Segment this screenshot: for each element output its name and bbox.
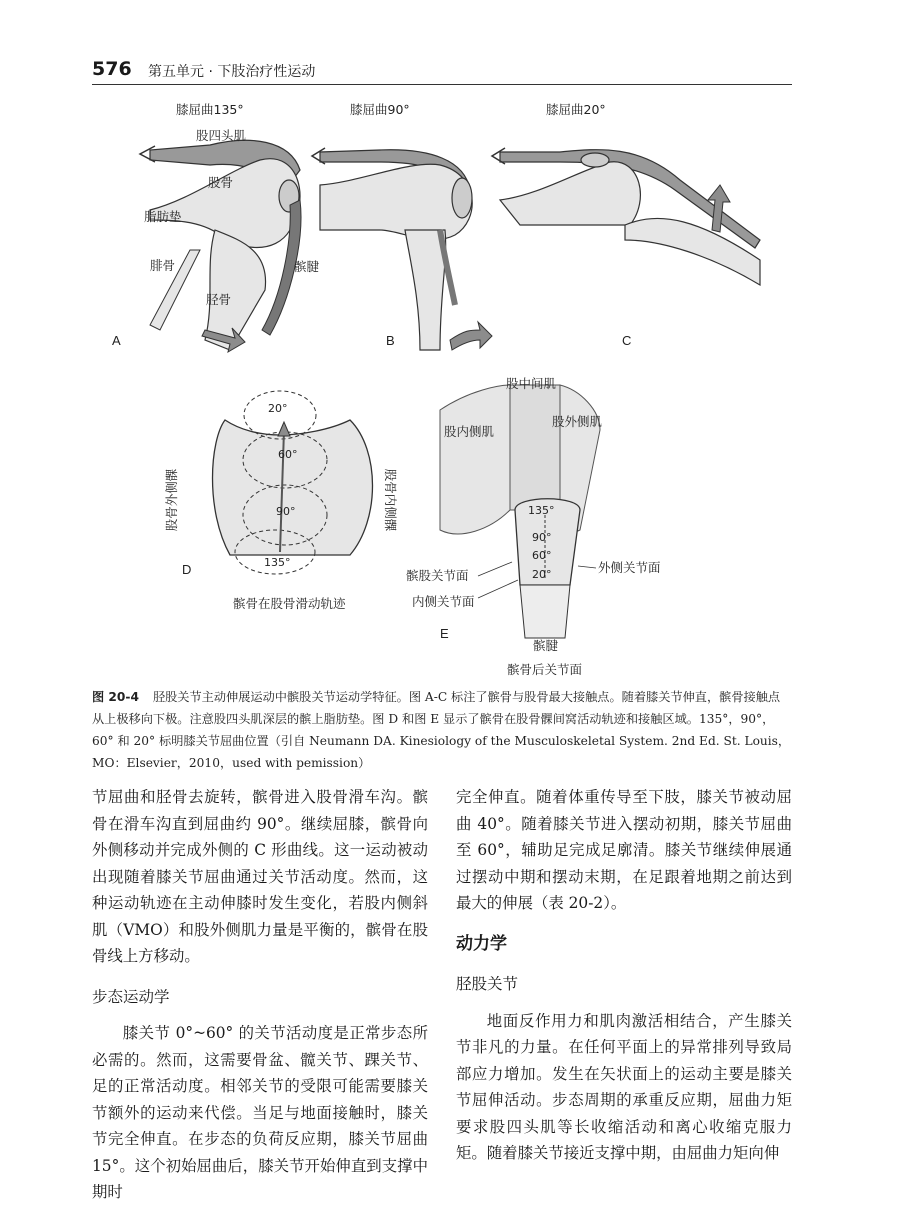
label-patellofemoral-facet: 髌股关节面 bbox=[406, 568, 469, 583]
d-deg-20: 20° bbox=[268, 402, 288, 415]
label-lateral-condyle: 股骨外侧髁 bbox=[164, 468, 179, 532]
label-posterior-surface: 髌骨后关节面 bbox=[507, 662, 583, 677]
panel-letter-e: E bbox=[440, 626, 449, 641]
heading-kinetics: 动力学 bbox=[456, 933, 507, 954]
panel-a bbox=[112, 102, 320, 352]
right-column bbox=[456, 784, 792, 1167]
figure-20-4 bbox=[0, 90, 900, 680]
patellar-tendon-e bbox=[520, 585, 570, 638]
patella-c bbox=[581, 153, 609, 167]
e-deg-90: 90° bbox=[532, 531, 552, 544]
right-paragraph-1: 完全伸直。随着体重传导至下肢，膝关节被动屈曲 40°。随着膝关节进入摆动初期，膝关节屈曲至 60°，辅助足完成足廓清。膝关节继续伸展通过摆动中期和摆动末期，在足跟着地期之前达到最大的伸展（表 20-2）。 bbox=[456, 788, 792, 912]
femur-b bbox=[320, 164, 472, 239]
label-femur: 股骨 bbox=[208, 175, 234, 190]
femur-c bbox=[500, 162, 640, 225]
panel-letter-b: B bbox=[386, 333, 395, 348]
panel-a-title: 膝屈曲135° bbox=[176, 102, 244, 117]
panel-letter-c: C bbox=[622, 333, 632, 348]
caption-text: 胫股关节主动伸展运动中髌股关节运动学特征。图 A-C 标注了髌骨与股骨最大接触点。随着膝关节伸直，髌骨接触点从上极移向下极。注意股四头肌深层的髌上脂肪垫。图 D 和图 E 显示了髌骨在股骨髁间窝活动轨迹和接触区域。135°，90°，60° 和 20° 标明膝关节屈曲位置（引自 Neumann DA. Kinesiology of the Musculoskeletal System. 2nd Ed. St. Louis，MO：Elsevier，2010，used with pemission） bbox=[92, 690, 791, 770]
panel-e bbox=[406, 376, 661, 677]
page-number: 576 bbox=[92, 58, 132, 80]
d-deg-60: 60° bbox=[278, 448, 298, 461]
label-fat-pad: 脂肪垫 bbox=[144, 209, 182, 224]
label-fibula: 腓骨 bbox=[150, 258, 176, 273]
patella-b bbox=[452, 178, 472, 218]
section-title: 第五单元 · 下肢治疗性运动 bbox=[148, 64, 316, 80]
panel-b-title: 膝屈曲90° bbox=[350, 102, 410, 117]
d-deg-135: 135° bbox=[264, 556, 291, 569]
label-tibia: 胫骨 bbox=[206, 292, 232, 307]
heading-tibiofemoral: 胫股关节 bbox=[456, 975, 519, 993]
running-header bbox=[92, 58, 792, 85]
right-paragraph-2: 地面反作用力和肌肉激活相结合，产生膝关节非凡的力量。在任何平面上的异常排列导致局部应力增加。发生在矢状面上的运动主要是膝关节屈伸活动。步态周期的承重反应期，屈曲力矩要求股四头肌等长收缩活动和离心收缩克服力矩。随着膝关节接近支撑中期，由屈曲力矩向伸 bbox=[456, 1011, 792, 1162]
label-medial-condyle: 股骨内侧髁 bbox=[383, 468, 398, 532]
left-paragraph-2: 膝关节 0°~60° 的关节活动度是正常步态所必需的。然而，这需要骨盆、髋关节、踝关节、足的正常活动度。相邻关节的受限可能需要膝关节额外的运动来代偿。当足与地面接触时，膝关节完全伸直。在步态的负荷反应期，膝关节屈曲 15°。这个初始屈曲后，膝关节开始伸直到支撑中期时 bbox=[92, 1024, 428, 1201]
panel-b bbox=[312, 102, 492, 350]
tibia-b bbox=[405, 230, 446, 350]
label-patella-track: 髌骨在股骨滑动轨迹 bbox=[233, 596, 346, 611]
label-tendon-e: 髌腱 bbox=[533, 638, 559, 653]
leader-medial-facet bbox=[478, 580, 518, 598]
leader-pf-facet bbox=[478, 562, 512, 576]
e-deg-60: 60° bbox=[532, 549, 552, 562]
motion-arrow-b bbox=[450, 322, 492, 350]
e-deg-135: 135° bbox=[528, 504, 555, 517]
vastus-intermedius-shape bbox=[510, 385, 560, 510]
femoral-condyles-d bbox=[213, 420, 373, 555]
left-column bbox=[92, 784, 428, 1206]
track-arrow bbox=[278, 422, 290, 436]
panel-d bbox=[164, 391, 398, 611]
figure-label: 图 20-4 bbox=[92, 690, 139, 704]
figure-caption bbox=[92, 686, 792, 774]
label-lateral-facet: 外侧关节面 bbox=[598, 560, 661, 575]
label-vastus-lateralis: 股外侧肌 bbox=[552, 414, 603, 429]
label-medial-facet: 内侧关节面 bbox=[412, 594, 475, 609]
label-quadriceps: 股四头肌 bbox=[196, 128, 247, 143]
left-paragraph-1: 节屈曲和胫骨去旋转，髌骨进入股骨滑车沟。髌骨在滑车沟直到屈曲约 90°。继续屈膝，髌骨向外侧移动并完成外侧的 C 形曲线。这一运动被动出现随着膝关节屈曲通过关节活动度。然而，这种运动轨迹在主动伸膝时发生变化，若股内侧斜肌（VMO）和股外侧肌力量是平衡的，髌骨在股骨线上方移动。 bbox=[92, 788, 428, 965]
d-deg-90: 90° bbox=[276, 505, 296, 518]
panel-letter-d: D bbox=[182, 562, 192, 577]
panel-c bbox=[492, 102, 760, 348]
label-vastus-medialis: 股内侧肌 bbox=[444, 424, 495, 439]
heading-gait-kinematics: 步态运动学 bbox=[92, 987, 170, 1006]
label-vastus-intermedius: 股中间肌 bbox=[506, 376, 557, 391]
leader-lateral-facet bbox=[578, 566, 596, 568]
panel-c-title: 膝屈曲20° bbox=[546, 102, 606, 117]
vastus-medialis-shape bbox=[440, 385, 510, 534]
e-deg-20: 20° bbox=[532, 568, 552, 581]
panel-letter-a: A bbox=[112, 333, 121, 348]
label-patellar-tendon: 髌腱 bbox=[294, 259, 320, 274]
